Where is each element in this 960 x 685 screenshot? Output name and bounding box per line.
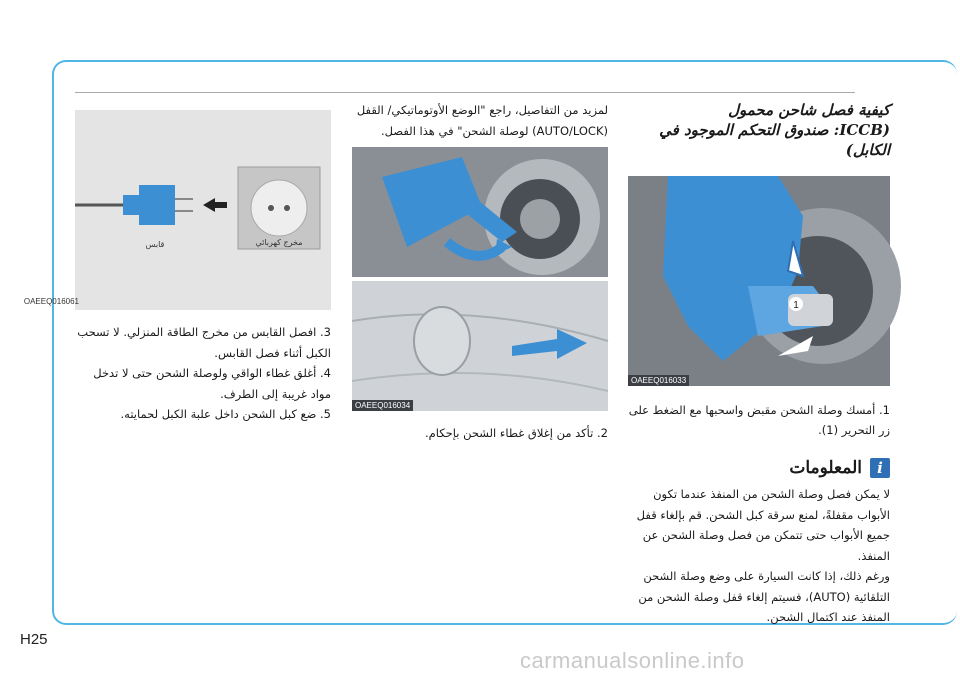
plug-outlet-illustration	[23, 110, 331, 310]
info-icon: i	[870, 458, 890, 478]
auto-lock-reference: لمزيد من التفاصيل، راجع "الوضع الأوتوماتيكي/ القفل (AUTO/LOCK) لوصلة الشحن" في هذا الفصل.	[356, 103, 608, 138]
diagram-code: OAEEQ016061	[23, 297, 79, 306]
charge-door-open-photo	[352, 147, 608, 277]
top-rule	[75, 92, 855, 93]
step-1: 1. أمسك وصلة الشحن مقبض واسحبها مع الضغط على زر التحرير (1).	[628, 403, 890, 437]
plug-label: قابس	[145, 240, 165, 249]
unplug-steps	[75, 322, 331, 425]
watermark: carmanualsonline.info	[520, 648, 745, 673]
photo-code: OAEEQ016034	[352, 400, 413, 411]
charge-door-closed-photo	[352, 281, 608, 411]
photo-code: OAEEQ016033	[628, 375, 689, 386]
info-heading-text: المعلومات	[789, 458, 862, 478]
plug-outlet-diagram	[23, 110, 331, 310]
unplug-illustration	[628, 176, 890, 386]
charge-door-open-illustration	[352, 147, 608, 277]
info-paragraph-2: ورغم ذلك، إذا كانت السيارة على وضع وصلة الشحن التلقائية (AUTO)، فسيتم إلغاء قفل وصلة الشحن من المنفذ عند اكتمال الشحن.	[638, 569, 890, 624]
left-column	[23, 110, 331, 425]
charge-door-closed-illustration	[352, 281, 608, 411]
step-3: 3. افصل القابس من مخرج الطاقة المنزلي. لا تسحب الكبل أثناء فصل القابس.	[77, 325, 331, 360]
outlet-label: مخرج كهربائي	[255, 238, 303, 247]
unplug-photo	[628, 176, 890, 386]
step-2: 2. تأكد من إغلاق غطاء الشحن بإحكام.	[425, 426, 608, 440]
right-column	[628, 100, 890, 628]
step-5: 5. ضع كبل الشحن داخل علبة الكبل لحمايته.	[120, 407, 331, 421]
heading-line-1: كيفية فصل شاحن محمول	[728, 101, 890, 119]
section-heading	[628, 100, 890, 160]
page-number: H25	[20, 631, 48, 648]
heading-line-2: (ICCB: صندوق التحكم الموجود في الكابل)	[659, 121, 890, 159]
step-4: 4. أغلق غطاء الواقي ولوصلة الشحن حتى لا تدخل مواد غريبة إلى الطرف.	[93, 366, 331, 401]
middle-column	[352, 100, 608, 450]
info-heading	[628, 458, 890, 478]
info-paragraph-1: لا يمكن فصل وصلة الشحن من المنفذ عندما تكون الأبواب مقفلةً، لمنع سرقة كبل الشحن. قم بإلغاء قفل جميع الأبواب حتى تتمكن من فصل وصلة الشحن عن المنفذ.	[636, 487, 890, 563]
release-button-marker: 1	[793, 300, 799, 311]
